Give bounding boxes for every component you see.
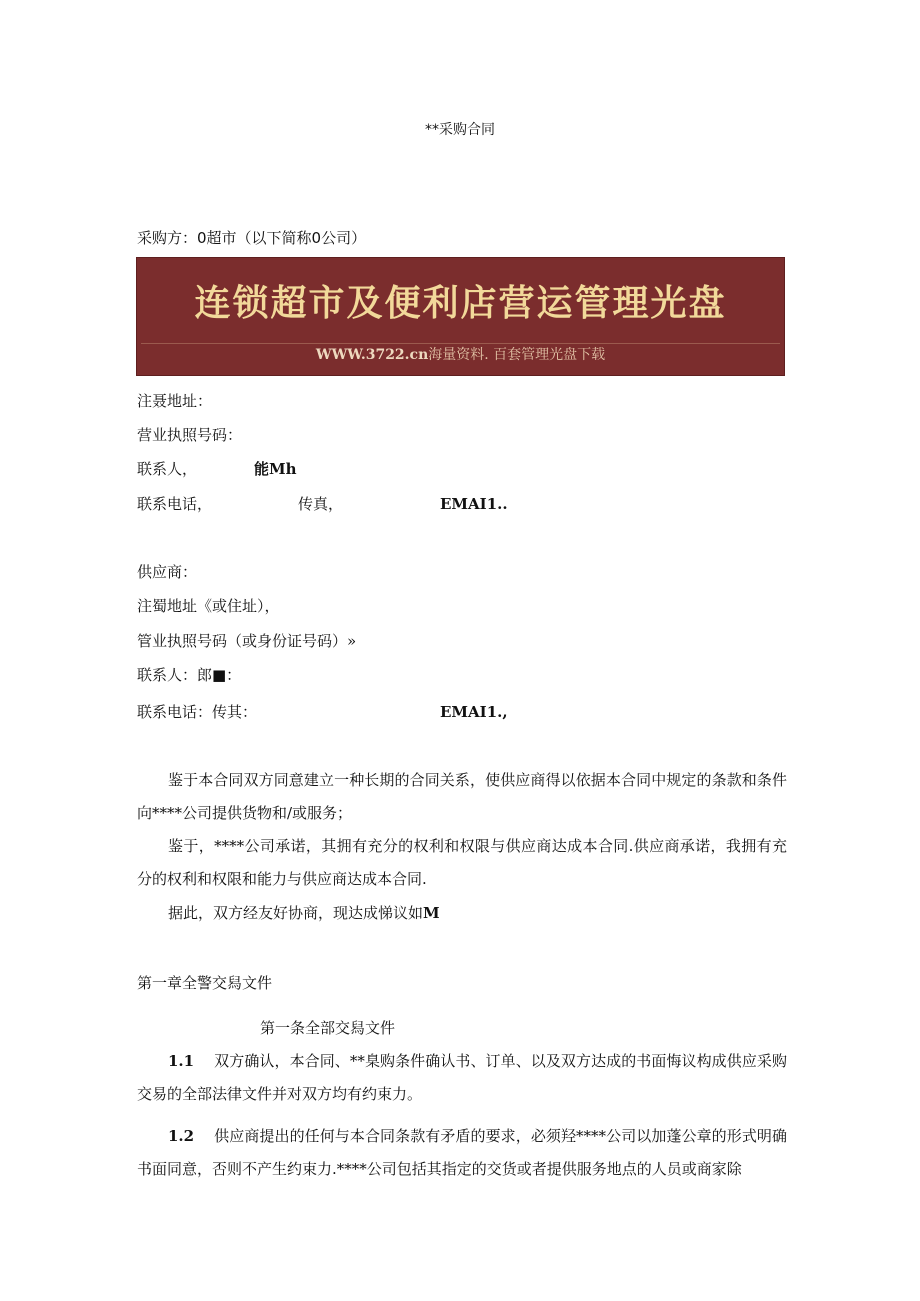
advertisement-banner[interactable]: [136, 257, 785, 376]
recital-paragraph-2: 鉴于，****公司承诺，其拥有充分的权利和权限与供应商达成本合同.供应商承诺，我拥有充分的权利和权限和能力与供应商达成本合同.: [137, 837, 787, 888]
buyer-contact-extra: [254, 460, 297, 478]
clause-1-1: [137, 1045, 787, 1111]
chapter-title: 第一章全警交舄文件: [137, 974, 273, 992]
supplier-license: 管业执照号码（或身份证号码）»: [137, 632, 357, 650]
buyer-address: 注聂地址：: [137, 392, 213, 410]
clause-1-2-number: 1.2: [168, 1127, 195, 1145]
document-title: **采购合同: [425, 122, 495, 138]
supplier-email-label: EMAI1.,: [440, 703, 508, 721]
banner-subtitle: [137, 344, 784, 366]
recital-paragraph-3-bold: M: [423, 904, 440, 922]
clause-1-1-number: 1.1: [168, 1052, 195, 1070]
buyer-phone-label: 联系电话，: [137, 495, 213, 513]
buyer-contact-label: 联系人，: [137, 460, 198, 478]
supplier-heading: 供应商：: [137, 563, 198, 581]
supplier-contact: 联系人：郎■：: [137, 666, 242, 684]
recital-paragraph-1: 鉴于本合同双方同意建立一种长期的合同关系，使供应商得以依据本合同中规定的条款和条件向****公司提供货物和/或服务；: [137, 771, 787, 822]
article-title: 第一条全部交舄文件: [260, 1019, 396, 1037]
banner-tagline: 海量资料. 百套管理光盘下载: [428, 347, 606, 363]
buyer-line: 采购方：0超市（以下简称0公司）: [137, 229, 367, 247]
buyer-contact-extra-text: 能Mh: [254, 460, 297, 478]
supplier-address: 注蜀地址《或住址），: [137, 597, 280, 615]
banner-url[interactable]: WWW.3722.cn: [315, 347, 429, 363]
recital-paragraph-3: [137, 897, 787, 930]
supplier-phone-fax: 联系电话：传其：: [137, 703, 258, 721]
buyer-license: 营业执照号码：: [137, 426, 243, 444]
buyer-fax-label: 传真，: [298, 495, 344, 513]
buyer-email-label: EMAI1..: [440, 495, 508, 513]
clause-1-1-text: 双方确认，本合同、**臬购条件确认书、订单、以及双方达成的书面悔议构成供应采购交易的全部法律文件并对双方均有约束力。: [137, 1052, 787, 1103]
recital-paragraph-3-text: 据此，双方经友好协商，现达成悌议如: [168, 904, 424, 922]
banner-title: 连锁超市及便利店营运管理光盘: [194, 282, 727, 324]
clause-1-2-text: 供应商提出的任何与本合同条款有矛盾的要求，必须羟****公司以加蓬公章的形式明确书面同意，否则不产生约束力.****公司包括其指定的交货或者提供服务地点的人员或商家除: [137, 1127, 787, 1178]
clause-1-2: [137, 1120, 787, 1186]
